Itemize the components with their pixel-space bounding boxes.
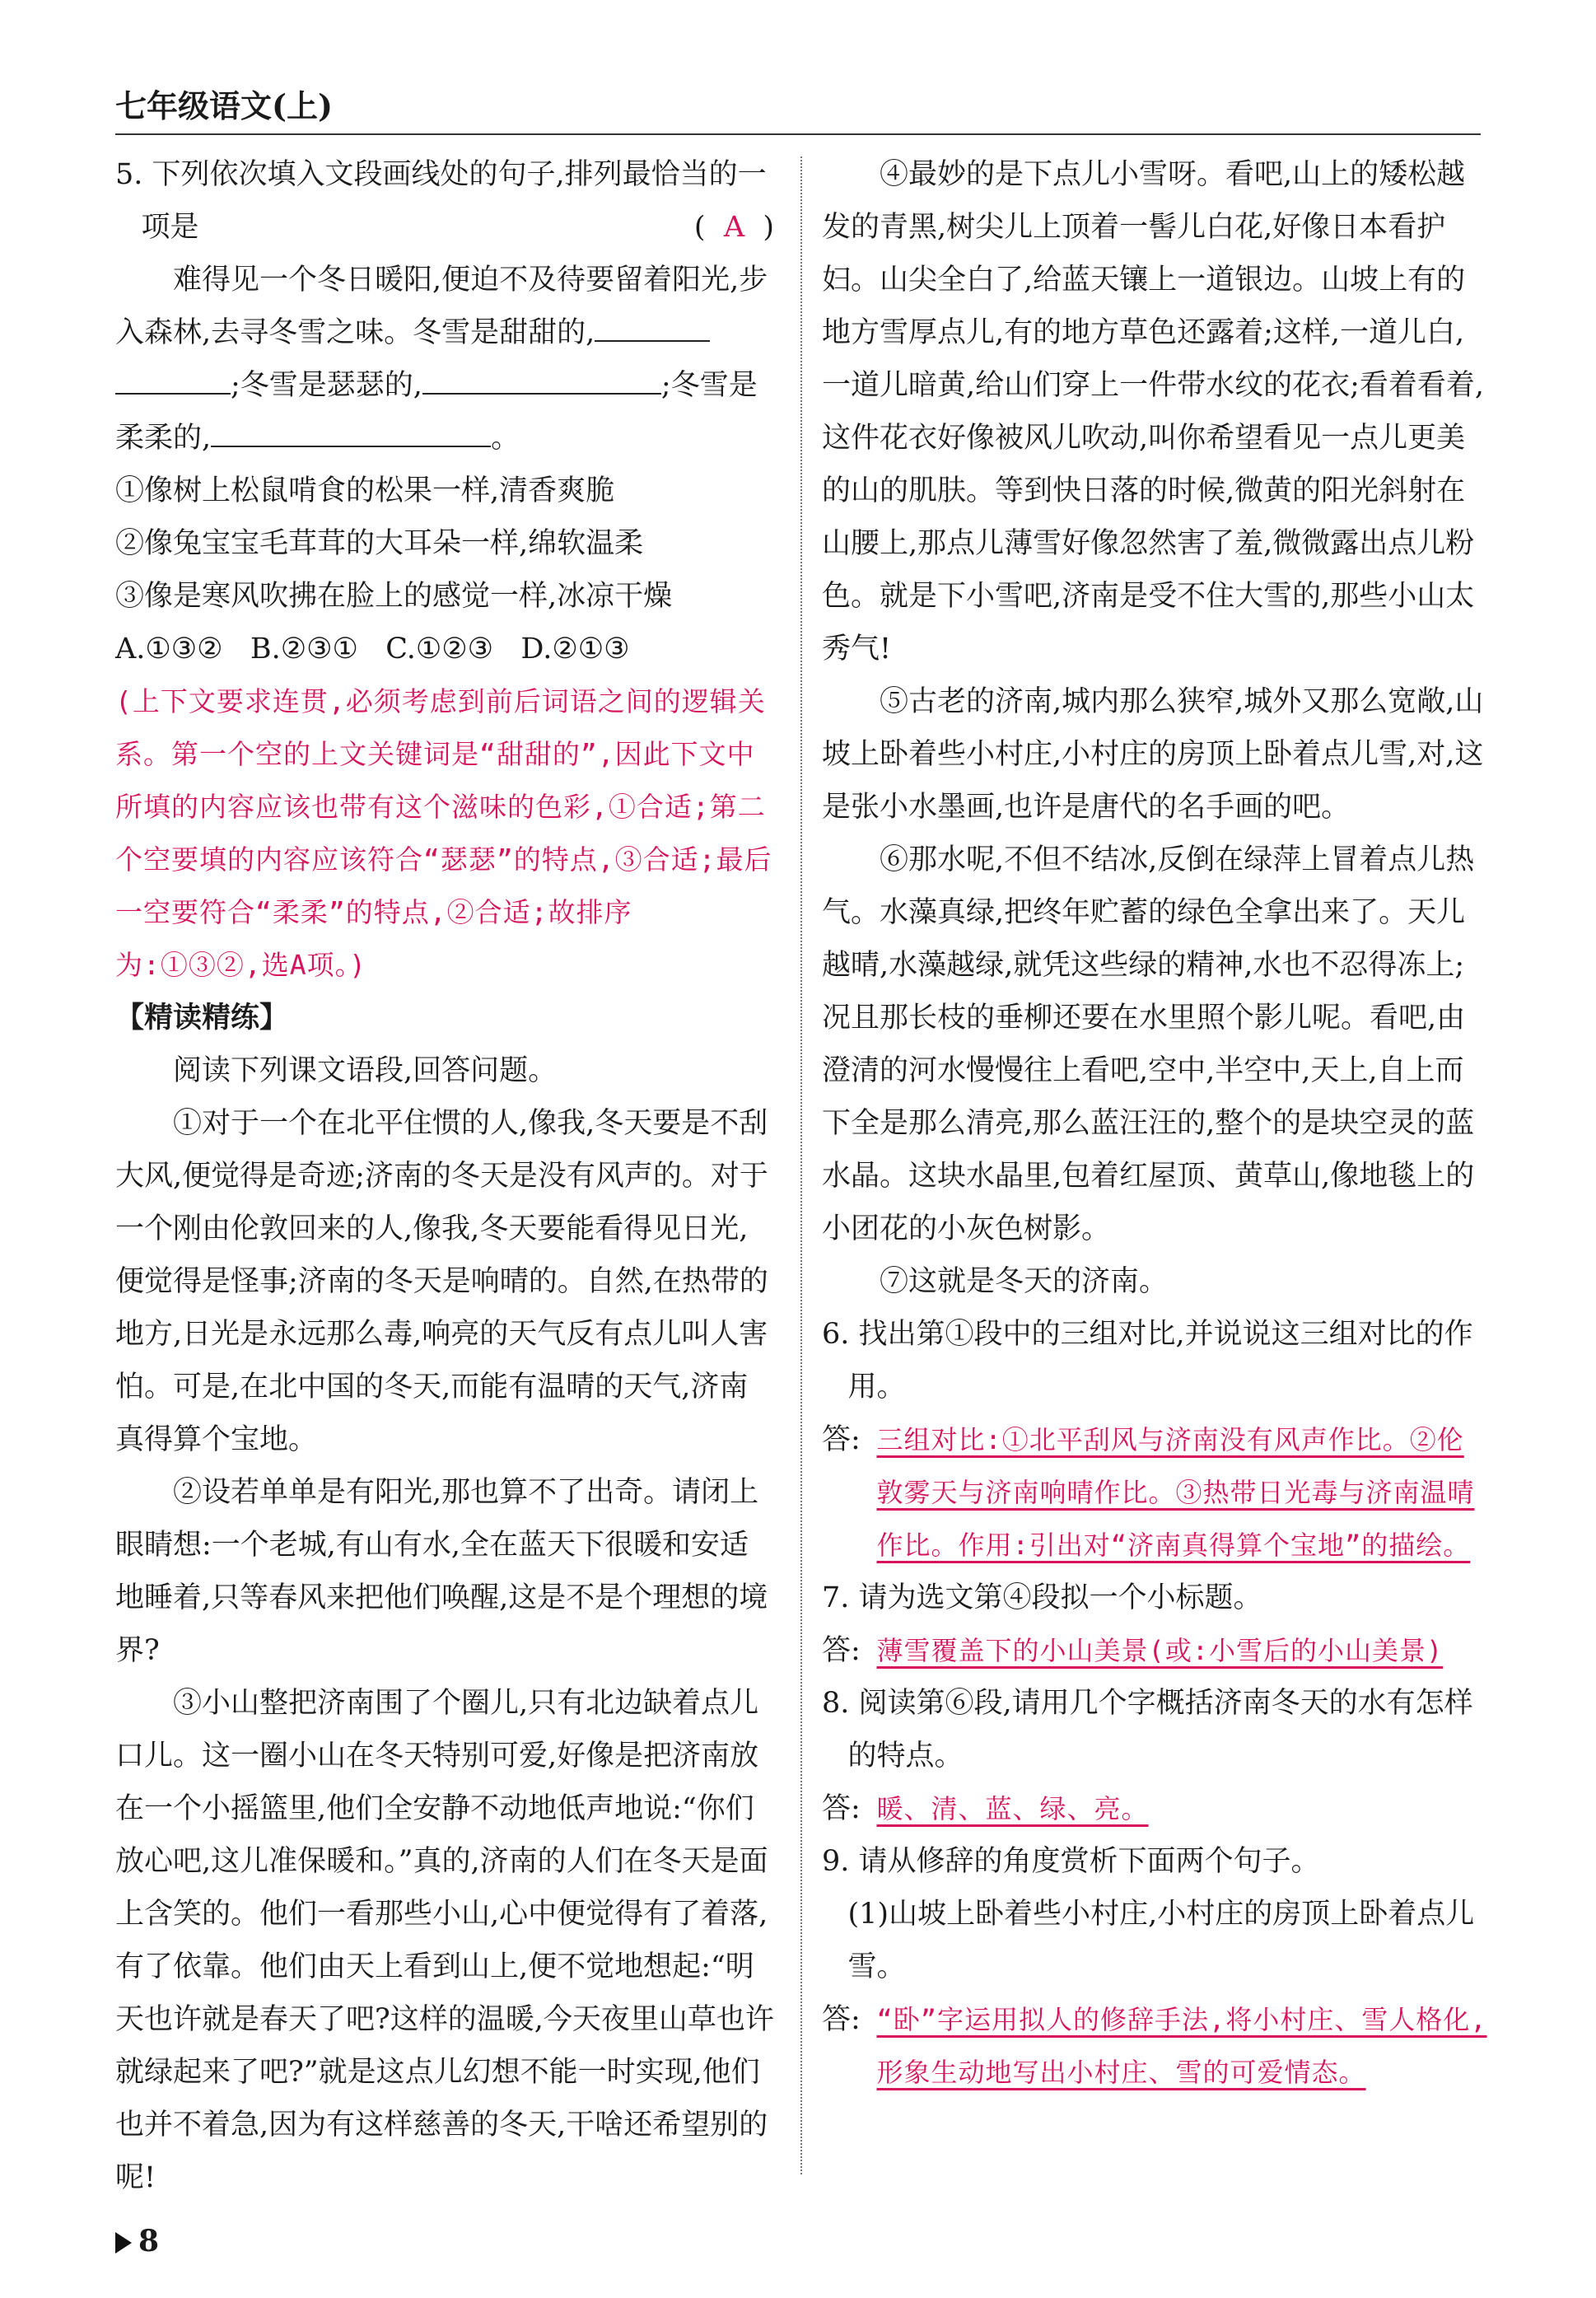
question-9-sub-1: (1)山坡上卧着些小村庄,小村庄的房顶上卧着点儿雪。 <box>847 1898 1475 1983</box>
fill-blank-3 <box>211 414 491 447</box>
fill-blank-1b <box>115 362 231 395</box>
passage-paragraph-2: ②设若单单是有阳光,那也算不了出奇。请闭上眼睛想:一个老城,有山有水,全在蓝天下很暖和安适地睡着,只等春风来把他们唤醒,这是不是个理想的境界? <box>115 1476 768 1667</box>
passage-paragraph-6: ⑥那水呢,不但不结冰,反倒在绿萍上冒着点儿热气。水藻真绿,把终年贮蓄的绿色全拿出来了。天儿越晴,水藻越绿,就凭这些绿的精神,水也不忍得冻上;况且那长枝的垂柳还要在水里照个影儿呢。看吧,由澄清的河水慢慢往上看吧,空中,半空中,天上,自上而下全是那么清亮,那么蓝汪汪的,整个的是块空灵的蓝水晶。这块水晶里,包着红屋顶、黄草山,像地毯上的小团花的小灰色树影。 <box>822 843 1475 1245</box>
fill-blank-1 <box>595 309 710 342</box>
question-7-answer: 答: 薄雪覆盖下的小山美景(或:小雪后的小山美景) <box>822 1634 1444 1667</box>
passage-paragraph-7: ⑦这就是冬天的济南。 <box>880 1265 1169 1298</box>
reading-intro: 阅读下列课文语段,回答问题。 <box>173 1054 558 1087</box>
passage-paragraph-5: ⑤古老的济南,城内那么狭窄,城外又那么宽敞,山坡上卧着些小村庄,小村庄的房顶上卧着点儿雪,对,这是张小水墨画,也许是唐代的名手画的吧。 <box>822 685 1484 824</box>
question-9-stem: 9. 请从修辞的角度赏析下面两个句子。 <box>822 1845 1320 1878</box>
header-rule <box>115 133 1481 135</box>
question-5-options: A.①③② B.②③① C.①②③ D.②①③ <box>115 633 630 666</box>
right-column <box>822 148 1491 2099</box>
question-8-answer: 答: 暖、清、蓝、绿、亮。 <box>822 1792 1149 1825</box>
question-5-item-1: ①像树上松鼠啃食的松果一样,清香爽脆 <box>115 474 615 507</box>
question-5-answer: ( A ) <box>693 211 774 244</box>
question-6-stem: 6. 找出第①段中的三组对比,并说说这三组对比的作用。 <box>822 1318 1473 1404</box>
fill-blank-2 <box>422 362 661 395</box>
passage-paragraph-1: ①对于一个在北平住惯的人,像我,冬天要是不刮大风,便觉得是奇迹;济南的冬天是没有风声的。对于一个刚由伦敦回来的人,像我,冬天要能看得见日光,便觉得是怪事;济南的冬天是响晴的。自然,在热带的地方,日光是永远那么毒,响亮的天气反有点儿叫人害怕。可是,在北中国的冬天,而能有温晴的天气,济南真得算个宝地。 <box>115 1107 768 1456</box>
question-5-item-3: ③像是寒风吹拂在脸上的感觉一样,冰凉干燥 <box>115 580 673 613</box>
question-6-answer: 答: 三组对比:①北平刮风与济南没有风声作比。②伦敦雾天与济南响晴作比。③热带日光毒与济南温晴作比。作用:引出对“济南真得算个宝地”的描绘。 <box>822 1423 1475 1561</box>
section-title: 【精读精练】 <box>115 1002 289 1035</box>
question-7-stem: 7. 请为选文第④段拟一个小标题。 <box>822 1581 1262 1614</box>
page-number: 8 <box>115 2224 159 2258</box>
question-5-item-2: ②像兔宝宝毛茸茸的大耳朵一样,绵软温柔 <box>115 527 644 560</box>
passage-paragraph-3: ③小山整把济南围了个圈儿,只有北边缺着点儿口儿。这一圈小山在冬天特别可爱,好像是把济南放在一个小摇篮里,他们全安静不动地低声地说:“你们放心吧,这儿准保暖和。”真的,济南的人们在冬天是面上含笑的。他们一看那些小山,心中便觉得有了着落,有了依靠。他们由天上看到山上,便不觉地想起:“明天也许就是春天了吧?这样的温暖,今天夜里山草也许就绿起来了吧?”就是这点儿幻想不能一时实现,他们也并不着急,因为有这样慈善的冬天,干啥还希望别的呢! <box>115 1687 774 2194</box>
question-5-stem: 5. 下列依次填入文段画线处的句子,排列最恰当的一项是 ( A ) <box>115 148 774 254</box>
left-column <box>115 148 774 2204</box>
passage-paragraph-4: ④最妙的是下点儿小雪呀。看吧,山上的矮松越发的青黑,树尖儿上顶着一髻儿白花,好像日本看护妇。山尖全白了,给蓝天镶上一道银边。山坡上有的地方雪厚点儿,有的地方草色还露着;这样,一道儿白,一道儿暗黄,给山们穿上一件带水纹的花衣;看着看着,这件花衣好像被风儿吹动,叫你希望看见一点儿更美的山的肌肤。等到快日落的时候,微黄的阳光斜射在山腰上,那点儿薄雪好像忽然害了羞,微微露出点儿粉色。就是下小雪吧,济南是受不住大雪的,那些小山太秀气! <box>822 158 1485 666</box>
page-header-title: 七年级语文(上) <box>115 87 333 124</box>
page-arrow-icon <box>115 2232 132 2254</box>
question-5-explanation: (上下文要求连贯,必须考虑到前后词语之间的逻辑关系。第一个空的上文关键词是“甜甜的”,因此下文中所填的内容应该也带有这个滋味的色彩,①合适;第二个空要填的内容应该符合“瑟瑟”的特点,③合适;最后一空要符合“柔柔”的特点,②合适;故排序为:①③②,选A项。) <box>115 685 772 981</box>
question-8-stem: 8. 阅读第⑥段,请用几个字概括济南冬天的水有怎样的特点。 <box>822 1687 1473 1773</box>
column-divider <box>800 156 802 2174</box>
question-5-passage: 难得见一个冬日暖阳,便迫不及待要留着阳光,步入森林,去寻冬雪之味。冬雪是甜甜的,;冬雪是瑟瑟的, ;冬雪是柔柔的, 。 <box>115 264 768 455</box>
question-9-answer: 答: “卧”字运用拟人的修辞手法,将小村庄、雪人格化,形象生动地写出小村庄、雪的可爱情态。 <box>822 2003 1487 2088</box>
